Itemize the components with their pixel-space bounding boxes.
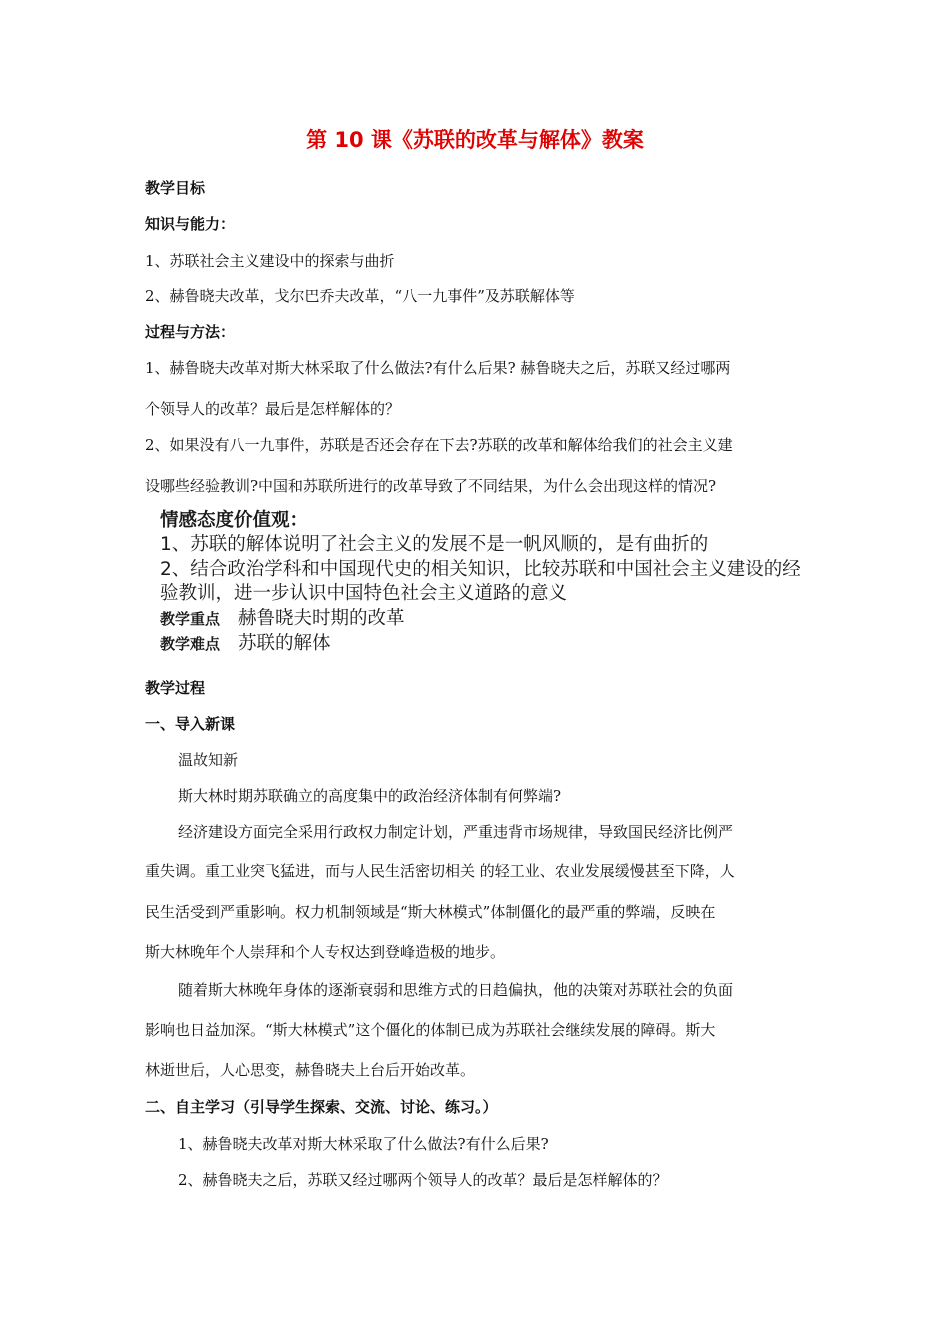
- subheading-knowledge-ability: 知识与能力：: [145, 215, 236, 233]
- subheading-emotion-values: 情感态度价值观：: [160, 510, 309, 531]
- section-1-paragraph-1-line-3: 民生活受到严重影响。权力机制领域是“斯大林模式”体制僵化的最严重的弊端，反映在: [145, 903, 716, 921]
- difficult-point-value: 苏联的解体: [238, 633, 331, 654]
- subheading-process-method: 过程与方法：: [145, 323, 236, 341]
- section-2-item-2: 2、赫鲁晓夫之后，苏联又经过哪两个领导人的改革？最后是怎样解体的？: [178, 1171, 668, 1189]
- process-item-1-line-1: 1、赫鲁晓夫改革对斯大林采取了什么做法?有什么后果? 赫鲁晓夫之后，苏联又经过哪两: [145, 359, 731, 377]
- section-1-paragraph-2-line-3: 林逝世后，人心思变，赫鲁晓夫上台后开始改革。: [145, 1061, 476, 1079]
- key-point-value: 赫鲁晓夫时期的改革: [238, 608, 405, 629]
- section-2-item-1: 1、赫鲁晓夫改革对斯大林采取了什么做法?有什么后果?: [178, 1135, 549, 1153]
- heading-teaching-objectives: 教学目标: [145, 179, 206, 197]
- process-item-2-line-1: 2、如果没有八一九事件，苏联是否还会存在下去?苏联的改革和解体给我们的社会主义建: [145, 436, 733, 454]
- section-2-heading: 二、自主学习（引导学生探索、交流、讨论、练习。）: [145, 1098, 498, 1116]
- key-point-label: 教学重点: [160, 610, 221, 628]
- knowledge-item-1: 1、苏联社会主义建设中的探索与曲折: [145, 252, 395, 270]
- section-1-paragraph-1-line-4: 斯大林晚年个人崇拜和个人专权达到登峰造极的地步。: [145, 943, 506, 961]
- values-item-2-line-1: 2、结合政治学科和中国现代史的相关知识，比较苏联和中国社会主义建设的经: [160, 559, 801, 580]
- section-1-review: 温故知新: [178, 751, 239, 769]
- section-1-paragraph-1-line-1: 经济建设方面完全采用行政权力制定计划，严重违背市场规律，导致国民经济比例严: [178, 823, 734, 841]
- difficult-point-label: 教学难点: [160, 635, 221, 653]
- knowledge-item-2: 2、赫鲁晓夫改革，戈尔巴乔夫改革，“八一九事件”及苏联解体等: [145, 287, 575, 305]
- section-1-paragraph-2-line-1: 随着斯大林晚年身体的逐渐衰弱和思维方式的日趋偏执，他的决策对苏联社会的负面: [178, 981, 734, 999]
- values-item-1: 1、苏联的解体说明了社会主义的发展不是一帆风顺的，是有曲折的: [160, 534, 709, 555]
- section-1-question: 斯大林时期苏联确立的高度集中的政治经济体制有何弊端?: [178, 787, 562, 805]
- section-1-paragraph-1-line-2: 重失调。重工业突飞猛进，而与人民生活密切相关 的轻工业、农业发展缓慢甚至下降，人: [145, 862, 735, 880]
- difficult-point: [160, 632, 331, 656]
- section-1-heading: 一、导入新课: [145, 715, 236, 733]
- section-1-paragraph-2-line-2: 影响也日益加深。“斯大林模式”这个僵化的体制已成为苏联社会继续发展的障碍。斯大: [145, 1021, 716, 1039]
- values-item-2-line-2: 验教训，进一步认识中国特色社会主义道路的意义: [160, 583, 568, 604]
- heading-teaching-process: 教学过程: [145, 679, 206, 697]
- process-item-2-line-2: 设哪些经验教训?中国和苏联所进行的改革导致了不同结果，为什么会出现这样的情况?: [145, 477, 717, 495]
- process-item-1-line-2: 个领导人的改革？最后是怎样解体的？: [145, 400, 401, 418]
- document-title: 第 10 课《苏联的改革与解体》教案: [306, 128, 644, 152]
- key-point: [160, 607, 405, 631]
